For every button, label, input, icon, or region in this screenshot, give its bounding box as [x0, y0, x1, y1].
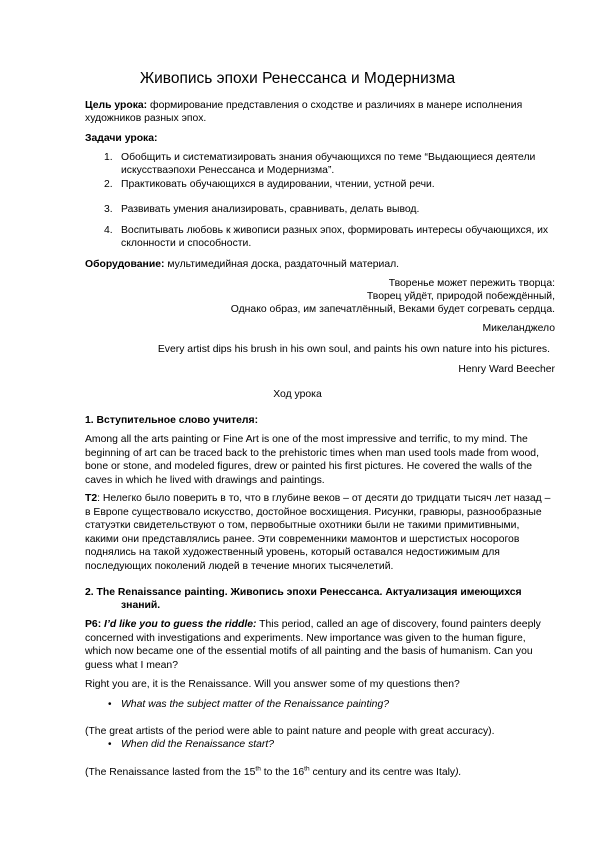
- section-heading: 2. The Renaissance painting. Живопись эпохи Ренессанса. Актуализация имеющихся: [85, 587, 522, 598]
- epigraph-quote: Every artist dips his brush in his own soul, and paints his own nature into his pictures.: [157, 344, 550, 355]
- t2-label: T2: [85, 493, 98, 504]
- riddle-prompt: I’d like you to guess the riddle:: [101, 619, 257, 630]
- answer-text: [85, 766, 555, 779]
- question-item: What was the subject matter of the Renaissance painting?: [121, 699, 389, 710]
- quote-author: Henry Ward Beecher: [458, 364, 555, 375]
- lesson-heading: Ход урока: [273, 389, 322, 400]
- riddle-text: This period, called an age of discovery, found painters deeply concerned with investigations and experiments. New importance was given to the human figure, which now became one of the essential motifs of all painting and the basis of humanism. Can you guess what I mean?: [85, 619, 541, 671]
- section-heading: 1. Вступительное слово учителя:: [85, 415, 259, 426]
- t2-paragraph: [85, 492, 555, 573]
- bullet-icon: •: [108, 699, 112, 710]
- task-number: 3.: [104, 204, 113, 215]
- equipment-text: мультимедийная доска, раздаточный материал.: [164, 259, 400, 270]
- riddle-paragraph: [85, 618, 555, 672]
- task-number: 2.: [104, 179, 113, 190]
- answer-part: ).: [455, 767, 462, 778]
- superscript: th: [304, 765, 310, 773]
- poem-line: Творец уйдёт, природой побеждённый,: [366, 291, 555, 302]
- goal-label: Цель урока:: [85, 100, 148, 111]
- lesson-goal: [85, 99, 555, 125]
- task-number: 4.: [104, 225, 113, 236]
- intro-paragraph: Among all the arts painting or Fine Art is one of the most impressive and terrific, to my mind. The beginning of art can be traced back to the prehistoric times when man used tools made from wood, bone or stone, and modeled figures, drew or painted his first pictures. He covered the walls of the caves in which he lived with drawings and paintings.: [85, 434, 539, 486]
- p6-label: P6:: [85, 619, 102, 630]
- equipment-label: Оборудование:: [85, 259, 165, 270]
- bullet-icon: •: [108, 739, 112, 750]
- task-item: Развивать умения анализировать, сравнивать, делать вывод.: [121, 204, 420, 215]
- poem-line: Творенье может пережить творца:: [388, 278, 555, 289]
- page-title: Живопись эпохи Ренессанса и Модернизма: [139, 70, 456, 87]
- poem-line: Однако образ, им запечатлённый, Веками будет согревать сердца.: [230, 304, 555, 315]
- task-number: 1.: [104, 152, 113, 163]
- tasks-label: Задачи урока:: [85, 133, 158, 144]
- goal-text: формирование представления о сходстве и различиях в манере исполнения художников разных эпох.: [85, 100, 523, 124]
- equipment: [85, 258, 555, 271]
- question-item: When did the Renaissance start?: [121, 739, 275, 750]
- answer-text: (The great artists of the period were able to paint nature and people with great accuracy).: [85, 726, 495, 737]
- answer-part: century and its centre was Italy: [309, 767, 456, 778]
- t2-text: : Нелегко было поверить в то, что в глубине веков – от десяти до тридцати тысяч лет назад – в Европе существовало искусство, достойное восхищения. Рисунки, гравюры, разнообразные статуэтки свидетельствуют о том, первобытные охотники были не такими примитивными, какими они представлялись ранее. Эти современники мамонтов и шерстистых носорогов поднялись на такой художественный уровень, который оставался недостижимым для последующих поколений людей в течение многих тысячелетий.: [85, 493, 551, 572]
- poem-author: Микеланджело: [482, 323, 555, 334]
- task-item: Практиковать обучающихся в аудировании, чтении, устной речи.: [121, 179, 435, 190]
- task-item: Воспитывать любовь к живописи разных эпох, формировать интересы обучающихся, их склонности и способности.: [121, 225, 549, 249]
- section-heading-continued: знаний.: [121, 600, 161, 611]
- superscript: th: [255, 765, 261, 773]
- reply-text: Right you are, it is the Renaissance. Will you answer some of my questions then?: [85, 679, 460, 690]
- answer-part: to the 16: [260, 767, 305, 778]
- answer-part: (The Renaissance lasted from the 15: [85, 767, 256, 778]
- task-item: Обобщить и систематизировать знания обучающихся по теме “Выдающиеся деятели искусстваэпохи Ренессанса и Модернизма”.: [121, 152, 536, 176]
